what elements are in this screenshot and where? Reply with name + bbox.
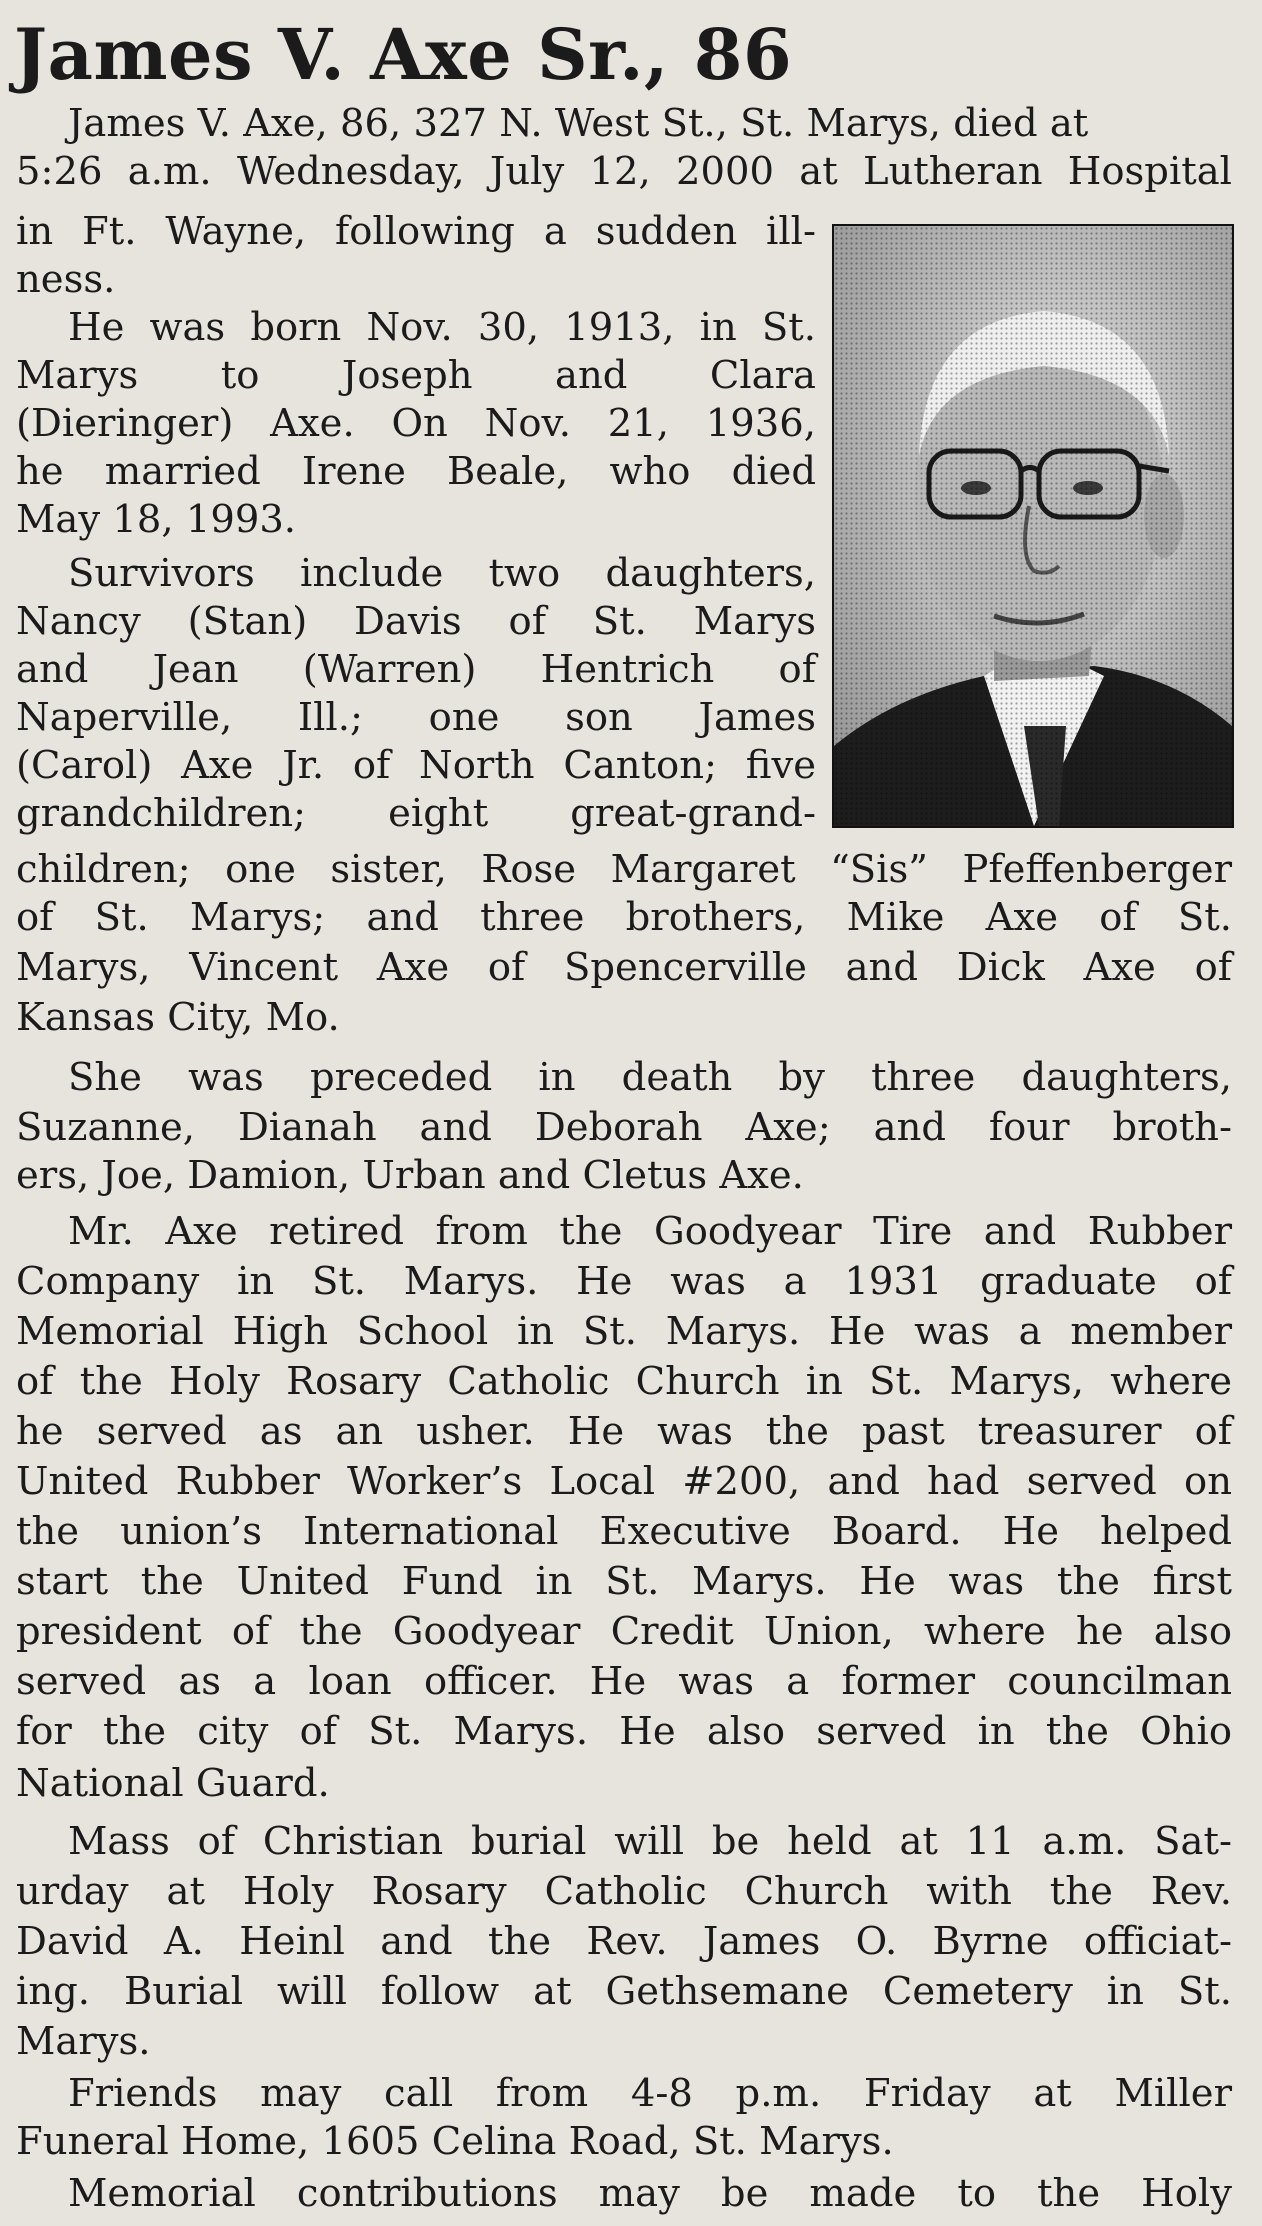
text-line: Kansas City, Mo.	[16, 995, 340, 1040]
text-line: David A. Heinl and the Rev. James O. Byrne officiat-	[16, 1919, 1232, 1964]
text-line: he married Irene Beale, who died	[16, 449, 816, 494]
text-line: Funeral Home, 1605 Celina Road, St. Marys.	[16, 2119, 894, 2164]
text-line: served as a loan officer. He was a former councilman	[16, 1659, 1232, 1704]
text-line: Mass of Christian burial will be held at 11 a.m. Sat-	[68, 1819, 1232, 1864]
text-line: James V. Axe, 86, 327 N. West St., St. Marys, died at	[68, 101, 1089, 146]
text-line: (Carol) Axe Jr. of North Canton; five	[16, 743, 816, 788]
text-line: ness.	[16, 257, 116, 302]
text-line: Marys, Vincent Axe of Spencerville and Dick Axe of	[16, 945, 1232, 990]
text-line: start the United Fund in St. Marys. He was the first	[16, 1559, 1232, 1604]
portrait-image	[834, 226, 1232, 826]
text-line: United Rubber Worker’s Local #200, and had served on	[16, 1459, 1232, 1504]
text-line: May 18, 1993.	[16, 497, 297, 542]
text-line: Company in St. Marys. He was a 1931 graduate of	[16, 1259, 1232, 1304]
text-line: for the city of St. Marys. He also served in the Ohio	[16, 1709, 1232, 1754]
text-line: Marys to Joseph and Clara	[16, 353, 816, 398]
text-line: and Jean (Warren) Hentrich of	[16, 647, 816, 692]
text-line: the union’s International Executive Board. He helped	[16, 1509, 1232, 1554]
text-line: Memorial contributions may be made to the Holy	[68, 2171, 1232, 2216]
text-line: Naperville, Ill.; one son James	[16, 695, 816, 740]
text-line: children; one sister, Rose Margaret “Sis” Pfeffenberger	[16, 847, 1232, 892]
text-line: he served as an usher. He was the past treasurer of	[16, 1409, 1232, 1454]
text-line: Nancy (Stan) Davis of St. Marys	[16, 599, 816, 644]
text-line: ers, Joe, Damion, Urban and Cletus Axe.	[16, 1153, 804, 1198]
text-line: grandchildren; eight great-grand-	[16, 791, 816, 836]
headline: James V. Axe Sr., 86	[14, 13, 793, 96]
text-line: ing. Burial will follow at Gethsemane Cemetery in St.	[16, 1969, 1232, 2014]
text-line: urday at Holy Rosary Catholic Church with the Rev.	[16, 1869, 1232, 1914]
text-line: president of the Goodyear Credit Union, where he also	[16, 1609, 1232, 1654]
text-line: Mr. Axe retired from the Goodyear Tire and Rubber	[68, 1209, 1232, 1254]
text-line: of the Holy Rosary Catholic Church in St. Marys, where	[16, 1359, 1232, 1404]
text-line: (Dieringer) Axe. On Nov. 21, 1936,	[16, 401, 816, 446]
text-line: in Ft. Wayne, following a sudden ill-	[16, 209, 816, 254]
text-line: National Guard.	[16, 1761, 330, 1806]
text-line: of St. Marys; and three brothers, Mike Axe of St.	[16, 895, 1232, 940]
text-line: Memorial High School in St. Marys. He was a member	[16, 1309, 1232, 1354]
text-line: 5:26 a.m. Wednesday, July 12, 2000 at Lutheran Hospital	[16, 149, 1232, 194]
text-line: Marys.	[16, 2019, 151, 2064]
text-line: Friends may call from 4-8 p.m. Friday at Miller	[68, 2071, 1232, 2116]
portrait-photo	[832, 224, 1234, 828]
text-line: Survivors include two daughters,	[68, 551, 816, 596]
text-line: He was born Nov. 30, 1913, in St.	[68, 305, 816, 350]
text-line: Suzanne, Dianah and Deborah Axe; and four broth-	[16, 1105, 1232, 1150]
text-line: She was preceded in death by three daughters,	[68, 1055, 1232, 1100]
